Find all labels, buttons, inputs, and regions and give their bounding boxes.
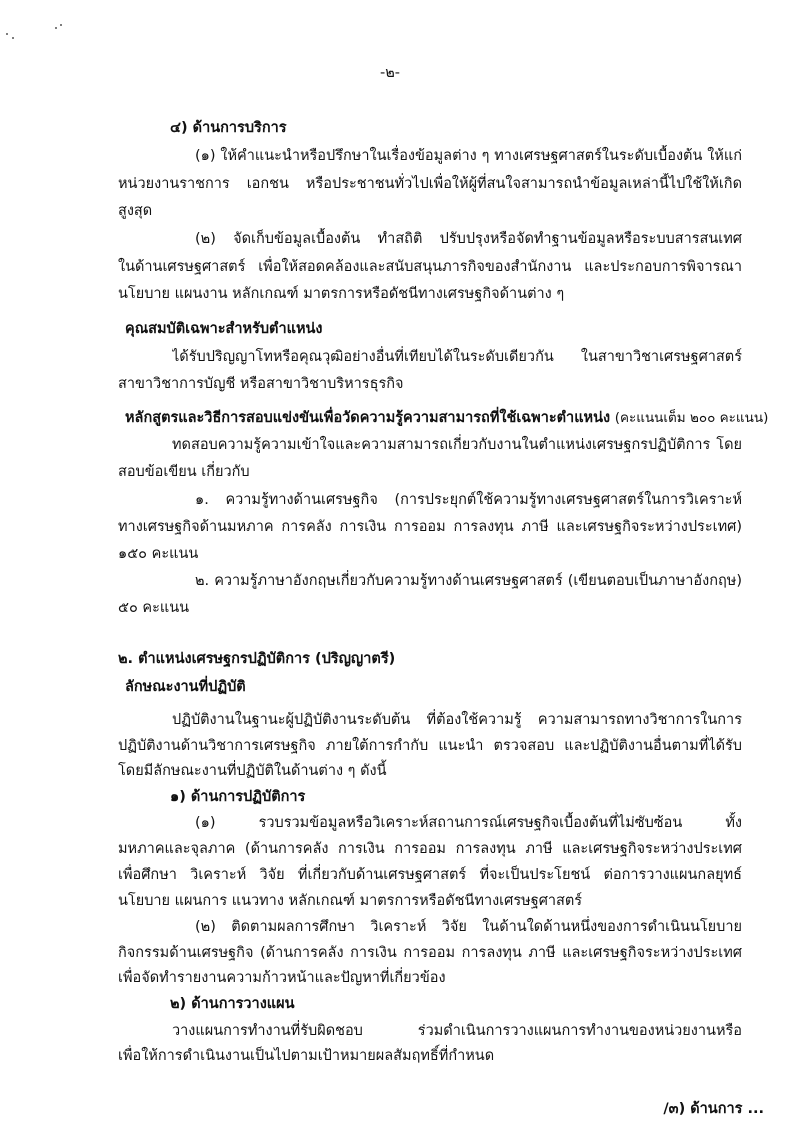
paragraph-line: ๕๐ คะแนน (118, 600, 190, 616)
paragraph-line: ๒. ความรู้ภาษาอังกฤษเกี่ยวกับความรู้ทางด้านเศรษฐศาสตร์ (เขียนตอบเป็นภาษาอังกฤษ) (195, 573, 742, 589)
paragraph-line: วางแผนการทำงานที่รับผิดชอบ ร่วมดำเนินการวางแผนการทำงานของหน่วยงานหรือ (172, 1023, 742, 1039)
paragraph-line: (๑) ให้คำแนะนำหรือปรึกษาในเรื่องข้อมูลต่าง ๆ ทางเศรษฐศาสตร์ในระดับเบื้องต้น ให้แก่ (195, 148, 742, 164)
heading-note: (คะแนนเต็ม ๒๐๐ คะแนน) (614, 410, 769, 426)
paragraph-line: (๒) จัดเก็บข้อมูลเบื้องต้น ทำสถิติ ปรับปรุงหรือจัดทำฐานข้อมูลหรือระบบสารสนเทศ (195, 231, 742, 247)
section-heading: ลักษณะงานที่ปฏิบัติ (125, 679, 246, 695)
paragraph-line: ทางเศรษฐกิจด้านมหภาค การคลัง การเงิน การออม การลงทุน ภาษี และเศรษฐกิจระหว่างประเทศ) (118, 519, 742, 535)
scan-speck (6, 33, 8, 35)
paragraph-line: ๑๕๐ คะแนน (118, 546, 199, 562)
paragraph-line: ได้รับปริญญาโทหรือคุณวุฒิอย่างอื่นที่เทียบได้ในระดับเดียวกัน ในสาขาวิชาเศรษฐศาสตร์ (172, 349, 742, 365)
paragraph-line: นโยบาย แผนการ แนวทาง หลักเกณฑ์ มาตรการหรือดัชนีทางเศรษฐศาสตร์ (118, 893, 583, 909)
scan-speck (55, 27, 57, 29)
paragraph-line: สาขาวิชาการบัญชี หรือสาขาวิชาบริหารธุรกิจ (118, 376, 404, 392)
paragraph-line: (๒) ติดตามผลการศึกษา วิเคราะห์ วิจัย ในด้านใดด้านหนึ่งของการดำเนินนโยบาย (195, 919, 742, 935)
paragraph-line: เพื่อให้การดำเนินงานเป็นไปตามเป้าหมายผลสัมฤทธิ์ที่กำหนด (118, 1048, 495, 1064)
paragraph-line: เพื่อจัดทำรายงานความก้าวหน้าและปัญหาที่เกี่ยวข้อง (118, 970, 446, 986)
page-number: -๒- (380, 65, 401, 81)
section-heading: ๒. ตำแหน่งเศรษฐกรปฏิบัติการ (ปริญญาตรี) (118, 651, 396, 667)
paragraph-line: กิจกรรมด้านเศรษฐกิจ (ด้านการคลัง การเงิน การออม การลงทุน ภาษี และเศรษฐกิจระหว่างประเทศ (118, 945, 742, 961)
paragraph-line: (๑) รวบรวมข้อมูลหรือวิเคราะห์สถานการณ์เศรษฐกิจเบื้องต้นที่ไม่ซับซ้อน ทั้ง (195, 815, 742, 831)
paragraph-line: มหภาคและจุลภาค (ด้านการคลัง การเงิน การออม การลงทุน ภาษี และเศรษฐกิจระหว่างประเทศ (118, 841, 742, 857)
section-heading: ๔) ด้านการบริการ (170, 120, 287, 136)
paragraph-line: สูงสุด (118, 203, 153, 219)
paragraph-line: สอบข้อเขียน เกี่ยวกับ (118, 464, 250, 480)
scan-speck (12, 37, 14, 39)
paragraph-line: ปฏิบัติงานในฐานะผู้ปฏิบัติงานระดับต้น ที่ต้องใช้ความรู้ ความสามารถทางวิชาการในการ (172, 712, 742, 728)
continuation-marker: /๓) ด้านการ ... (663, 1101, 764, 1117)
paragraph-line: ปฏิบัติงานด้านวิชาการเศรษฐกิจ ภายใต้การกำกับ แนะนำ ตรวจสอบ และปฏิบัติงานอื่นตามที่ได้รับ (118, 738, 742, 754)
scan-speck (60, 24, 62, 26)
paragraph-line: เพื่อศึกษา วิเคราะห์ วิจัย ที่เกี่ยวกับด้านเศรษฐศาสตร์ ที่จะเป็นประโยชน์ ต่อการวางแผนกลยุทธ์ (118, 867, 742, 883)
paragraph-line: โดยมีลักษณะงานที่ปฏิบัติในด้านต่าง ๆ ดังนี้ (118, 763, 387, 779)
paragraph-line: หน่วยงานราชการ เอกชน หรือประชาชนทั่วไปเพื่อให้ผู้ที่สนใจสามารถนำข้อมูลเหล่านี้ไปใช้ให้เกิด (118, 176, 742, 192)
paragraph-line: ทดสอบความรู้ความเข้าใจและความสามารถเกี่ยวกับงานในตำแหน่งเศรษฐกรปฏิบัติการ โดย (172, 437, 742, 453)
section-heading-line (125, 407, 768, 429)
paragraph-line: ๑. ความรู้ทางด้านเศรษฐกิจ (การประยุกต์ใช้ความรู้ทางเศรษฐศาสตร์ในการวิเคราะห์ (195, 492, 742, 508)
section-heading: คุณสมบัติเฉพาะสำหรับตำแหน่ง (125, 321, 323, 337)
paragraph-line: นโยบาย แผนงาน หลักเกณฑ์ มาตรการหรือดัชนีทางเศรษฐกิจด้านต่าง ๆ (118, 286, 565, 302)
section-heading: หลักสูตรและวิธีการสอบแข่งขันเพื่อวัดความรู้ความสามารถที่ใช้เฉพาะตำแหน่ง (125, 410, 611, 426)
section-heading: ๑) ด้านการปฏิบัติการ (170, 789, 306, 805)
paragraph-line: ในด้านเศรษฐศาสตร์ เพื่อให้สอดคล้องและสนับสนุนภารกิจของสำนักงาน และประกอบการพิจารณา (118, 259, 742, 275)
section-heading: ๒) ด้านการวางแผน (170, 996, 295, 1012)
